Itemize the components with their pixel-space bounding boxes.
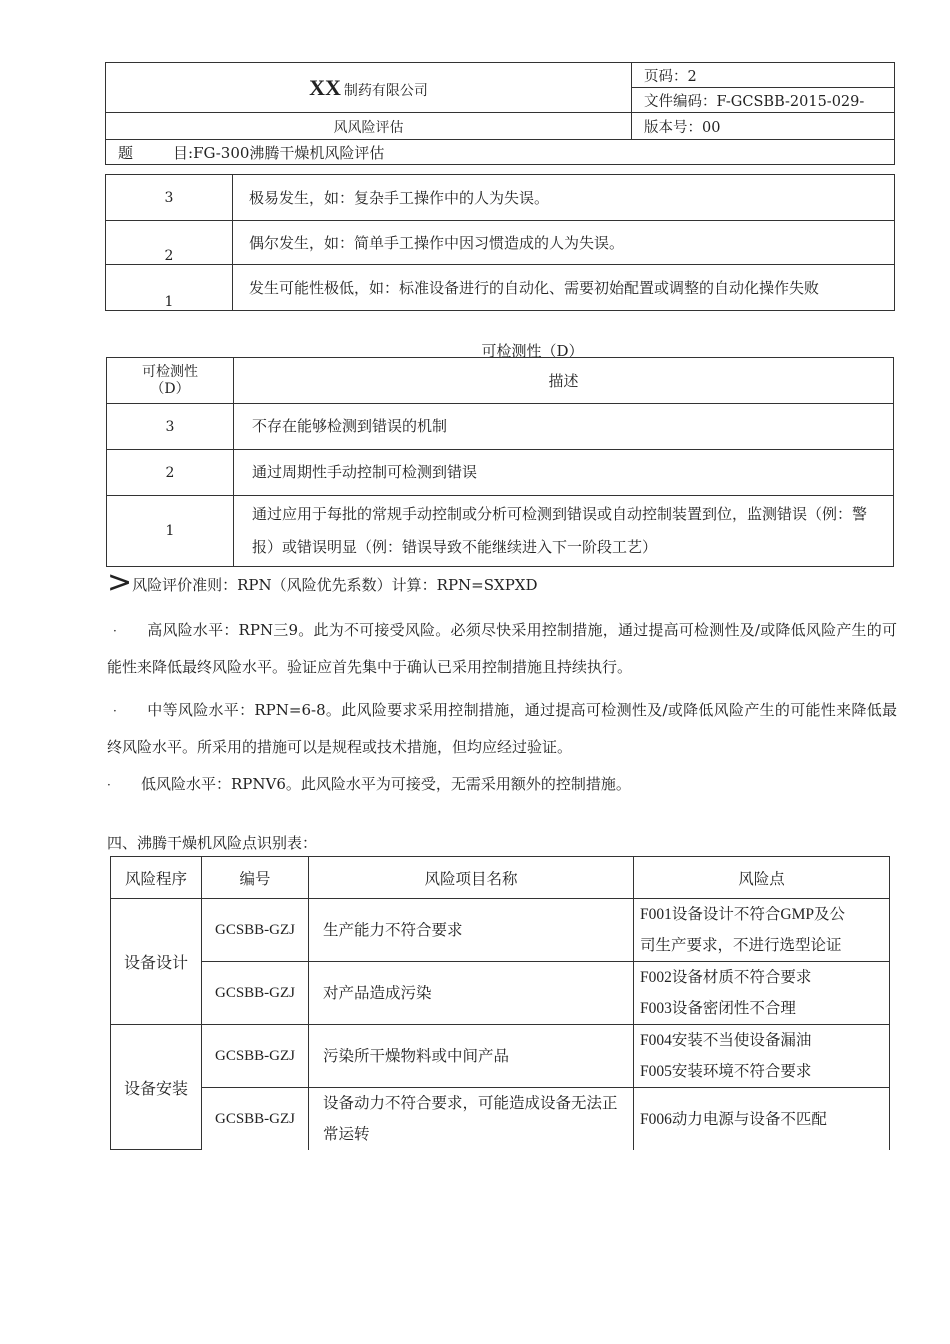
- risk-point-line: F004安装不当使设备漏油: [640, 1032, 812, 1049]
- col-header-item-name: 风险项目名称: [309, 857, 634, 899]
- likelihood-level: 3: [106, 175, 233, 221]
- likelihood-desc-text: 发生可能性极低，如：标准设备进行的自动化、需要初始配置或调整的自动化操作失败: [249, 278, 820, 297]
- criteria-heading: [107, 565, 897, 600]
- risk-point-cell: [634, 899, 890, 962]
- likelihood-desc: 偶尔发生，如：简单手工操作中因习惯造成的人为失误。: [233, 221, 895, 265]
- table-row: [111, 1088, 890, 1151]
- risk-point-line: F002设备材质不符合要求: [640, 969, 812, 986]
- detectability-desc: 不存在能够检测到错误的机制: [234, 404, 894, 450]
- description-col-header: 描述: [234, 358, 894, 404]
- risk-point-cell: [634, 1088, 890, 1151]
- item-name-cell: 污染所干燥物料或中间产品: [309, 1025, 634, 1088]
- detectability-desc: 通过周期性手动控制可检测到错误: [234, 450, 894, 496]
- likelihood-desc: [233, 265, 895, 311]
- table-row: [106, 175, 895, 221]
- risk-point-cell: [634, 1025, 890, 1088]
- high-risk-text: 高风险水平：RPN三9。此为不可接受风险。必须尽快采用控制措施，通过提高可检测性及/或降低风险产生的可能性来降低最终风险水平。验证应首先集中于确认已采用控制措施且持续执行。: [107, 621, 897, 676]
- bullet-icon: ·: [113, 624, 117, 638]
- table-row: [106, 221, 895, 265]
- procedure-cell: 设备安装: [111, 1025, 202, 1151]
- table-row: [111, 899, 890, 962]
- company-name: [106, 63, 632, 113]
- company-name-bold: XX: [309, 74, 341, 100]
- low-risk-paragraph: [107, 766, 897, 803]
- bullet-icon: ·: [107, 778, 111, 792]
- detectability-col-header: [107, 358, 234, 404]
- table-row: [107, 404, 894, 450]
- item-name-cell: 生产能力不符合要求: [309, 899, 634, 962]
- criteria-heading-text: 风险评价准则：RPN（风险优先系数）计算：RPN=SXPXD: [132, 576, 538, 594]
- risk-point-line: F005安装环境不符合要求: [640, 1063, 812, 1080]
- subject-label: 题: [118, 143, 134, 162]
- section-4-title: 四、沸腾干燥机风险点识别表：: [107, 834, 318, 852]
- medium-risk-text: 中等风险水平：RPN=6-8。此风险要求采用控制措施，通过提高可检测性及/或降低风险产生的可能性来降低最终风险水平。所采用的措施可以是规程或技术措施，但均应经过验证。: [107, 701, 897, 756]
- version-number: 版本号：00: [632, 113, 895, 140]
- risk-identification-table: [110, 856, 890, 1150]
- file-code: 文件编码：F-GCSBB-2015-029-: [632, 88, 895, 113]
- page-code: 页码：2: [632, 63, 895, 88]
- detectability-level: 1: [107, 496, 234, 567]
- col-header-procedure: 风险程序: [111, 857, 202, 899]
- risk-point-line: 司生产要求，不进行选型论证: [640, 937, 842, 954]
- risk-point-line: F003设备密闭性不合理: [640, 1000, 796, 1017]
- arrow-icon: >: [107, 565, 133, 600]
- detectability-level: 3: [107, 404, 234, 450]
- detectability-col-header-line2: （D）: [150, 380, 190, 397]
- code-cell: GCSBB-GZJ: [202, 962, 309, 1025]
- medium-risk-paragraph: [107, 692, 897, 765]
- likelihood-table: [105, 174, 895, 311]
- subject-row: [106, 140, 895, 165]
- company-name-rest: 制药有限公司: [343, 82, 428, 99]
- item-name-cell: 对产品造成污染: [309, 962, 634, 1025]
- likelihood-level: 1: [106, 265, 233, 311]
- detectability-desc: 通过应用于每批的常规手动控制或分析可检测到错误或自动控制装置到位，监测错误（例：警报）或错误明显（例：错误导致不能继续进入下一阶段工艺）: [234, 496, 894, 567]
- code-cell: GCSBB-GZJ: [202, 899, 309, 962]
- table-row: [107, 450, 894, 496]
- detectability-caption: 可检测性（D）: [481, 342, 584, 360]
- table-row: [111, 1025, 890, 1088]
- likelihood-level: 2: [106, 221, 233, 265]
- detectability-level: 2: [107, 450, 234, 496]
- procedure-cell: 设备设计: [111, 899, 202, 1025]
- table-row: [111, 962, 890, 1025]
- col-header-risk-point: 风险点: [634, 857, 890, 899]
- table-row: [106, 265, 895, 311]
- high-risk-paragraph: [107, 612, 897, 685]
- table-row: [107, 496, 894, 567]
- likelihood-desc: 极易发生，如：复杂手工操作中的人为失误。: [233, 175, 895, 221]
- risk-point-line: F001设备设计不符合GMP及公: [640, 906, 845, 923]
- table-header-row: [107, 358, 894, 404]
- table-header-row: [111, 857, 890, 899]
- document-header: [105, 62, 895, 165]
- detectability-col-header-line1: 可检测性: [142, 363, 198, 380]
- subject-text: 目:FG-300沸腾干燥机风险评估: [173, 143, 385, 162]
- risk-point-line: F006动力电源与设备不匹配: [640, 1110, 827, 1128]
- doc-title: 风风险评估: [106, 113, 632, 140]
- table-bottom-rule: [110, 1149, 202, 1150]
- code-cell: GCSBB-GZJ: [202, 1088, 309, 1151]
- bullet-icon: ·: [113, 704, 117, 718]
- risk-point-cell: [634, 962, 890, 1025]
- detectability-table: [106, 357, 894, 567]
- item-name-cell: 设备动力不符合要求，可能造成设备无法正常运转: [309, 1088, 634, 1151]
- code-cell: GCSBB-GZJ: [202, 1025, 309, 1088]
- low-risk-text: 低风险水平：RPNV6。此风险水平为可接受，无需采用额外的控制措施。: [141, 775, 631, 793]
- col-header-code: 编号: [202, 857, 309, 899]
